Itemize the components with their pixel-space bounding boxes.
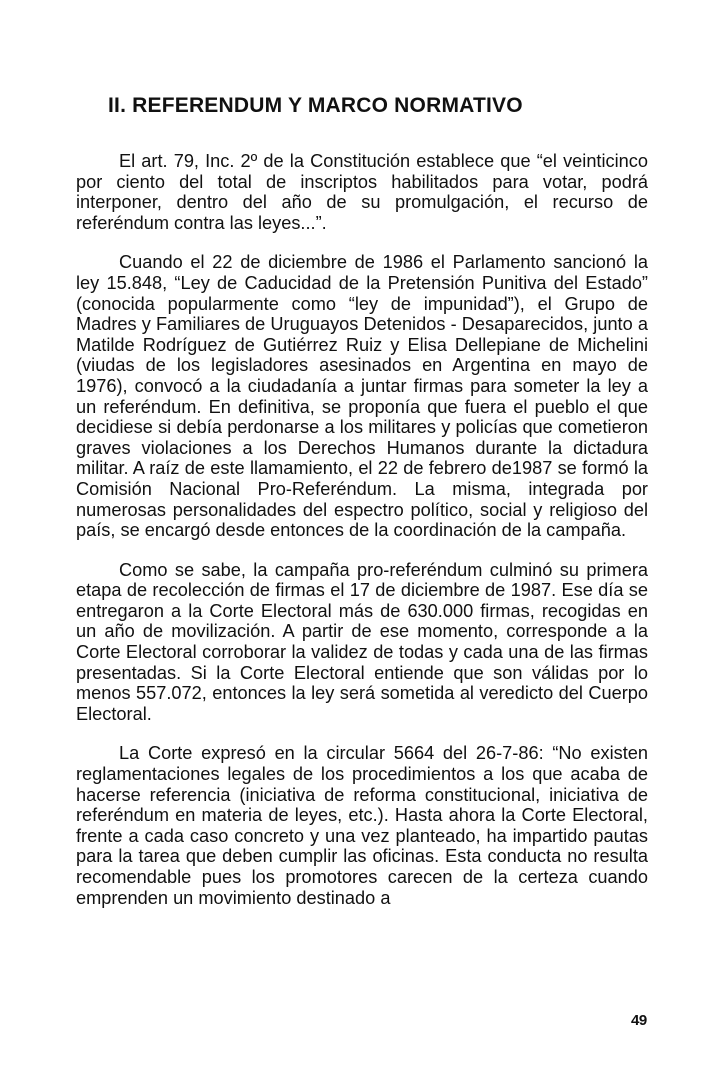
paragraph-law-15848: Cuando el 22 de diciembre de 1986 el Parlamento sancionó la ley 15.848, “Ley de Caducidad de la Pretensión Punitiva del Estado” (conocida popularmente como “ley de impunidad”), el Grupo de Madres y Familiares de Uruguayos Detenidos - Desaparecidos, junto a Matilde Rodríguez de Gutiérrez Ruiz y Elisa Dellepiane de Michelini (viudas de los legisladores asesinados en Argentina en mayo de 1976), convocó a la ciudadanía a juntar firmas para someter la ley a un referéndum. En definitiva, se proponía que fuera el pueblo el que decidiese si debía perdonarse a los militares y policías que cometieron graves violaciones a los Derechos Humanos durante la dictadura militar. A raíz de este llamamiento, el 22 de febrero de1987 se formó la Comisión Nacional Pro-Referéndum. La misma, integrada por numerosas personalidades del espectro político, social y religioso del país, se encargó desde entonces de la coordinación de la campaña. — [76, 252, 648, 541]
page-content — [76, 88, 648, 927]
body-text — [76, 151, 648, 908]
chapter-title: II. REFERENDUM Y MARCO NORMATIVO — [108, 94, 523, 117]
paragraph-signature-collection: Como se sabe, la campaña pro-referéndum culminó su primera etapa de recolección de firmas el 17 de diciembre de 1987. Ese día se entregaron a la Corte Electoral más de 630.000 firmas, recogidas en un año de movilización. A partir de ese momento, corresponde a la Corte Electoral corroborar la validez de todas y cada una de las firmas presentadas. Si la Corte Electoral entiende que son válidas por lo menos 557.072, entonces la ley será sometida al veredicto del Cuerpo Electoral. — [76, 559, 648, 724]
paragraph-circular-5664: La Corte expresó en la circular 5664 del 26-7-86: “No existen reglamentaciones legales de los procedimientos a los que acaba de hacerse referencia (iniciativa de reforma constitucional, iniciativa de referéndum en materia de leyes, etc.). Hasta ahora la Corte Electoral, frente a cada caso concreto y una vez planteado, ha impartido pautas para la tarea que deben cumplir las oficinas. Esta conducta no resulta recomendable pues los promotores carecen de la certeza cuando emprenden un movimiento destinado a — [76, 743, 648, 908]
paragraph-constitution-article: El art. 79, Inc. 2º de la Constitución establece que “el veinticinco por ciento del total de inscriptos habilitados para votar, podrá interponer, dentro del año de su promulgación, el recurso de referéndum contra las leyes...”. — [76, 151, 648, 233]
page-number: 49 — [631, 1012, 647, 1029]
